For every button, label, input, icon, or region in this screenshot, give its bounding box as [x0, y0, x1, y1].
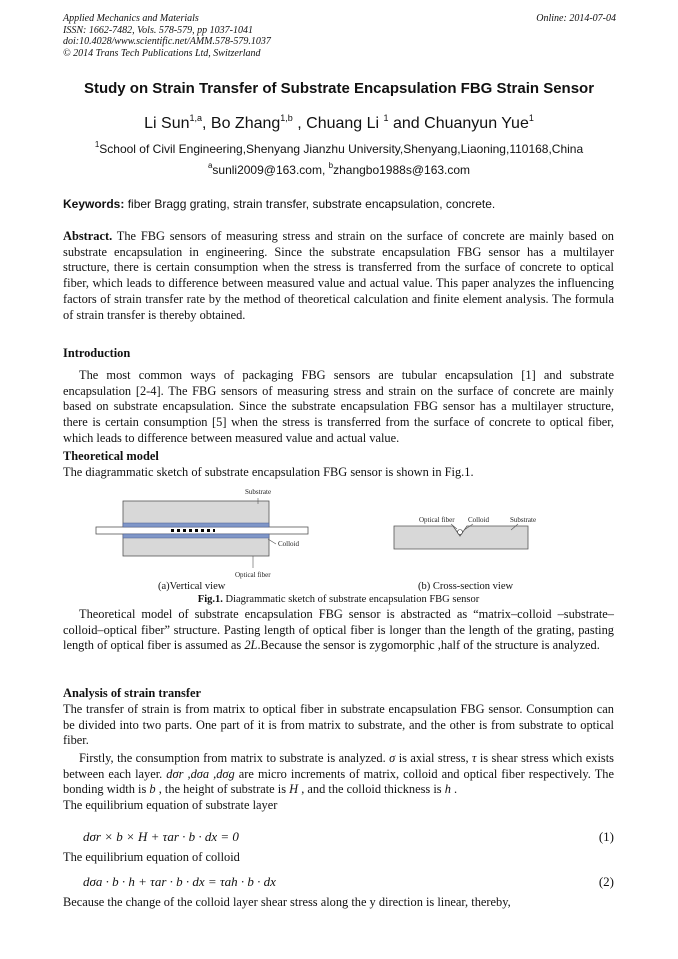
- caption-a: (a)Vertical view: [158, 581, 226, 592]
- affiliation-text: School of Civil Engineering,Shenyang Jianzhu University,Shenyang,Liaoning,110168,China: [99, 142, 584, 156]
- colloid-layer-bottom: [123, 534, 269, 538]
- author-sup: 1: [528, 113, 534, 123]
- analysis-text: , and the colloid thickness is: [298, 782, 445, 797]
- author-name: and Chuanyun Yue: [388, 115, 529, 132]
- journal-name: Applied Mechanics and Materials: [63, 13, 199, 24]
- author-emails: [40, 161, 638, 177]
- theory-math-2l: 2L: [244, 638, 258, 653]
- analysis-text: Firstly, the consumption from matrix to substrate is analyzed.: [79, 751, 390, 765]
- copyright: © 2014 Trans Tech Publications Ltd, Switzerland: [63, 47, 261, 59]
- section-heading-introduction: Introduction: [63, 346, 131, 360]
- analysis-text: , the height of substrate is: [155, 782, 290, 797]
- analysis-text: are micro increments of matrix, colloid and optical fiber respectively. The bonding width is: [63, 766, 614, 797]
- section-heading-analysis: Analysis of strain transfer: [63, 686, 202, 700]
- email-a[interactable]: sunli2009@163.com,: [212, 163, 329, 177]
- equation-1-number: (1): [598, 829, 614, 844]
- equation-2-expression: dσa · b · h + τar · b · dx = τah · b · dx: [83, 874, 276, 889]
- equation-2-number: (2): [598, 874, 614, 889]
- author-name: , Chuang Li: [292, 115, 384, 132]
- figure-1-diagram: [63, 484, 614, 594]
- theory-text-start: Theoretical model of substrate encapsulation FBG sensor is abstracted as “matrix–colloid –substrate–colloid–optical fiber” structure. Pasting length of optical fiber is longer than the length of the grating, pasting length of optical fiber is assumed as: [63, 607, 614, 653]
- author-name: , Bo Zhang: [202, 115, 281, 132]
- figure-caption-label: Fig.1.: [197, 594, 223, 605]
- equation-1-expression: dσr × b × H + τar · b · dx = 0: [83, 829, 239, 844]
- symbol-tau: τ: [471, 751, 477, 765]
- cross-section-fiber: [458, 530, 463, 535]
- doi[interactable]: doi:10.4028/www.scientific.net/AMM.578-579.1037: [63, 36, 271, 47]
- figure-caption: [63, 594, 614, 605]
- author-name: Li Sun: [144, 115, 190, 132]
- figure-caption-text: Diagrammatic sketch of substrate encapsulation FBG sensor: [222, 594, 480, 605]
- symbol-h-upper: H: [289, 782, 299, 797]
- section-heading-theoretical-model: Theoretical model: [63, 449, 159, 463]
- running-header: [63, 13, 616, 59]
- email-sup-a: a: [207, 161, 213, 170]
- email-b[interactable]: zhangbo1988s@163.com: [333, 163, 471, 177]
- caption-b: (b) Cross-section view: [418, 581, 514, 592]
- affiliation-sup: 1: [94, 140, 100, 149]
- colloid-layer-top: [123, 523, 269, 527]
- symbol-micro-increments: dσr ,dσa ,dσg: [166, 766, 235, 781]
- equation-1: [63, 829, 614, 847]
- analysis-equilibrium-intro: The equilibrium equation of substrate layer: [63, 798, 278, 813]
- analysis-text: .: [450, 782, 458, 797]
- label-optical-fiber-b: Optical fiber: [419, 516, 455, 524]
- label-colloid: Colloid: [278, 540, 300, 548]
- author-sup: 1,b: [280, 113, 293, 123]
- colloid-equilibrium-intro: The equilibrium equation of colloid: [63, 850, 240, 864]
- keywords-text: fiber Bragg grating, strain transfer, substrate encapsulation, concrete.: [124, 197, 496, 211]
- analysis-text: is axial stress,: [395, 751, 472, 765]
- keywords-label: Keywords:: [63, 197, 125, 211]
- theory-text-end: .Because the sensor is zygomorphic ,half of the structure is analyzed.: [257, 638, 600, 653]
- label-substrate-b: Substrate: [510, 516, 537, 524]
- affiliation: [40, 140, 638, 156]
- author-list: [40, 113, 638, 133]
- symbol-b: b: [149, 782, 156, 797]
- email-sup-b: b: [328, 161, 334, 170]
- shear-stress-statement: Because the change of the colloid layer shear stress along the y direction is linear, thereby,: [63, 895, 511, 909]
- symbol-h-lower: h: [444, 782, 451, 797]
- analysis-text: is shear stress which exists between each layer.: [63, 751, 614, 781]
- abstract: [63, 229, 614, 323]
- issn: ISSN: 1662-7482, Vols. 578-579, pp 1037-1041: [63, 24, 253, 36]
- symbol-sigma: σ: [389, 751, 396, 765]
- label-colloid-b: Colloid: [468, 516, 490, 524]
- analysis-paragraph-2-body: [63, 751, 614, 798]
- theoretical-model-paragraph: [63, 607, 614, 654]
- abstract-label: Abstract.: [63, 229, 113, 243]
- analysis-paragraph-1: The transfer of strain is from matrix to optical fiber in substrate encapsulation FBG sensor. Consumption can be divided into two parts. One part of it is from matrix to substrate, and the other is from substrate to optical fiber.: [63, 702, 614, 748]
- author-sup: 1,a: [189, 113, 203, 123]
- figure-1: [63, 484, 614, 609]
- keywords: [63, 197, 614, 213]
- label-optical-fiber: Optical fiber: [235, 571, 271, 579]
- abstract-text: The FBG sensors of measuring stress and strain on the surface of concrete are mainly based on substrate encapsulation in engineering. Since the substrate encapsulation FBG sensor has a multilayer structure, there is certain consumption when the stress is transferred from the surface of concrete to optical fiber, which leads to difference between measured value and actual value. This paper analyzes the influencing factors of strain transfer rate by the method of theoretical calculation and finite element analysis. The formula of strain transfer is thereby obtained.: [63, 229, 614, 322]
- equation-2: [63, 874, 614, 892]
- analysis-paragraph-2: [63, 751, 614, 814]
- online-date: Online: 2014-07-04: [536, 13, 616, 24]
- theoretical-model-intro: The diagrammatic sketch of substrate encapsulation FBG sensor is shown in Fig.1.: [63, 465, 474, 479]
- author-sup: 1: [383, 113, 389, 123]
- paper-title: Study on Strain Transfer of Substrate Encapsulation FBG Strain Sensor: [83, 80, 595, 97]
- label-substrate: Substrate: [245, 488, 272, 496]
- introduction-paragraph: The most common ways of packaging FBG sensors are tubular encapsulation [1] and substrate encapsulation [2-4]. The FBG sensors of measuring stress and strain on the surface of concrete are mainly based on substrate encapsulation. Since the substrate encapsulation FBG sensor has a multilayer structure, there is certain consumption [5] when the stress is transferred from the surface of concrete to optical fiber, which leads to difference between measured value and actual value.: [63, 368, 614, 445]
